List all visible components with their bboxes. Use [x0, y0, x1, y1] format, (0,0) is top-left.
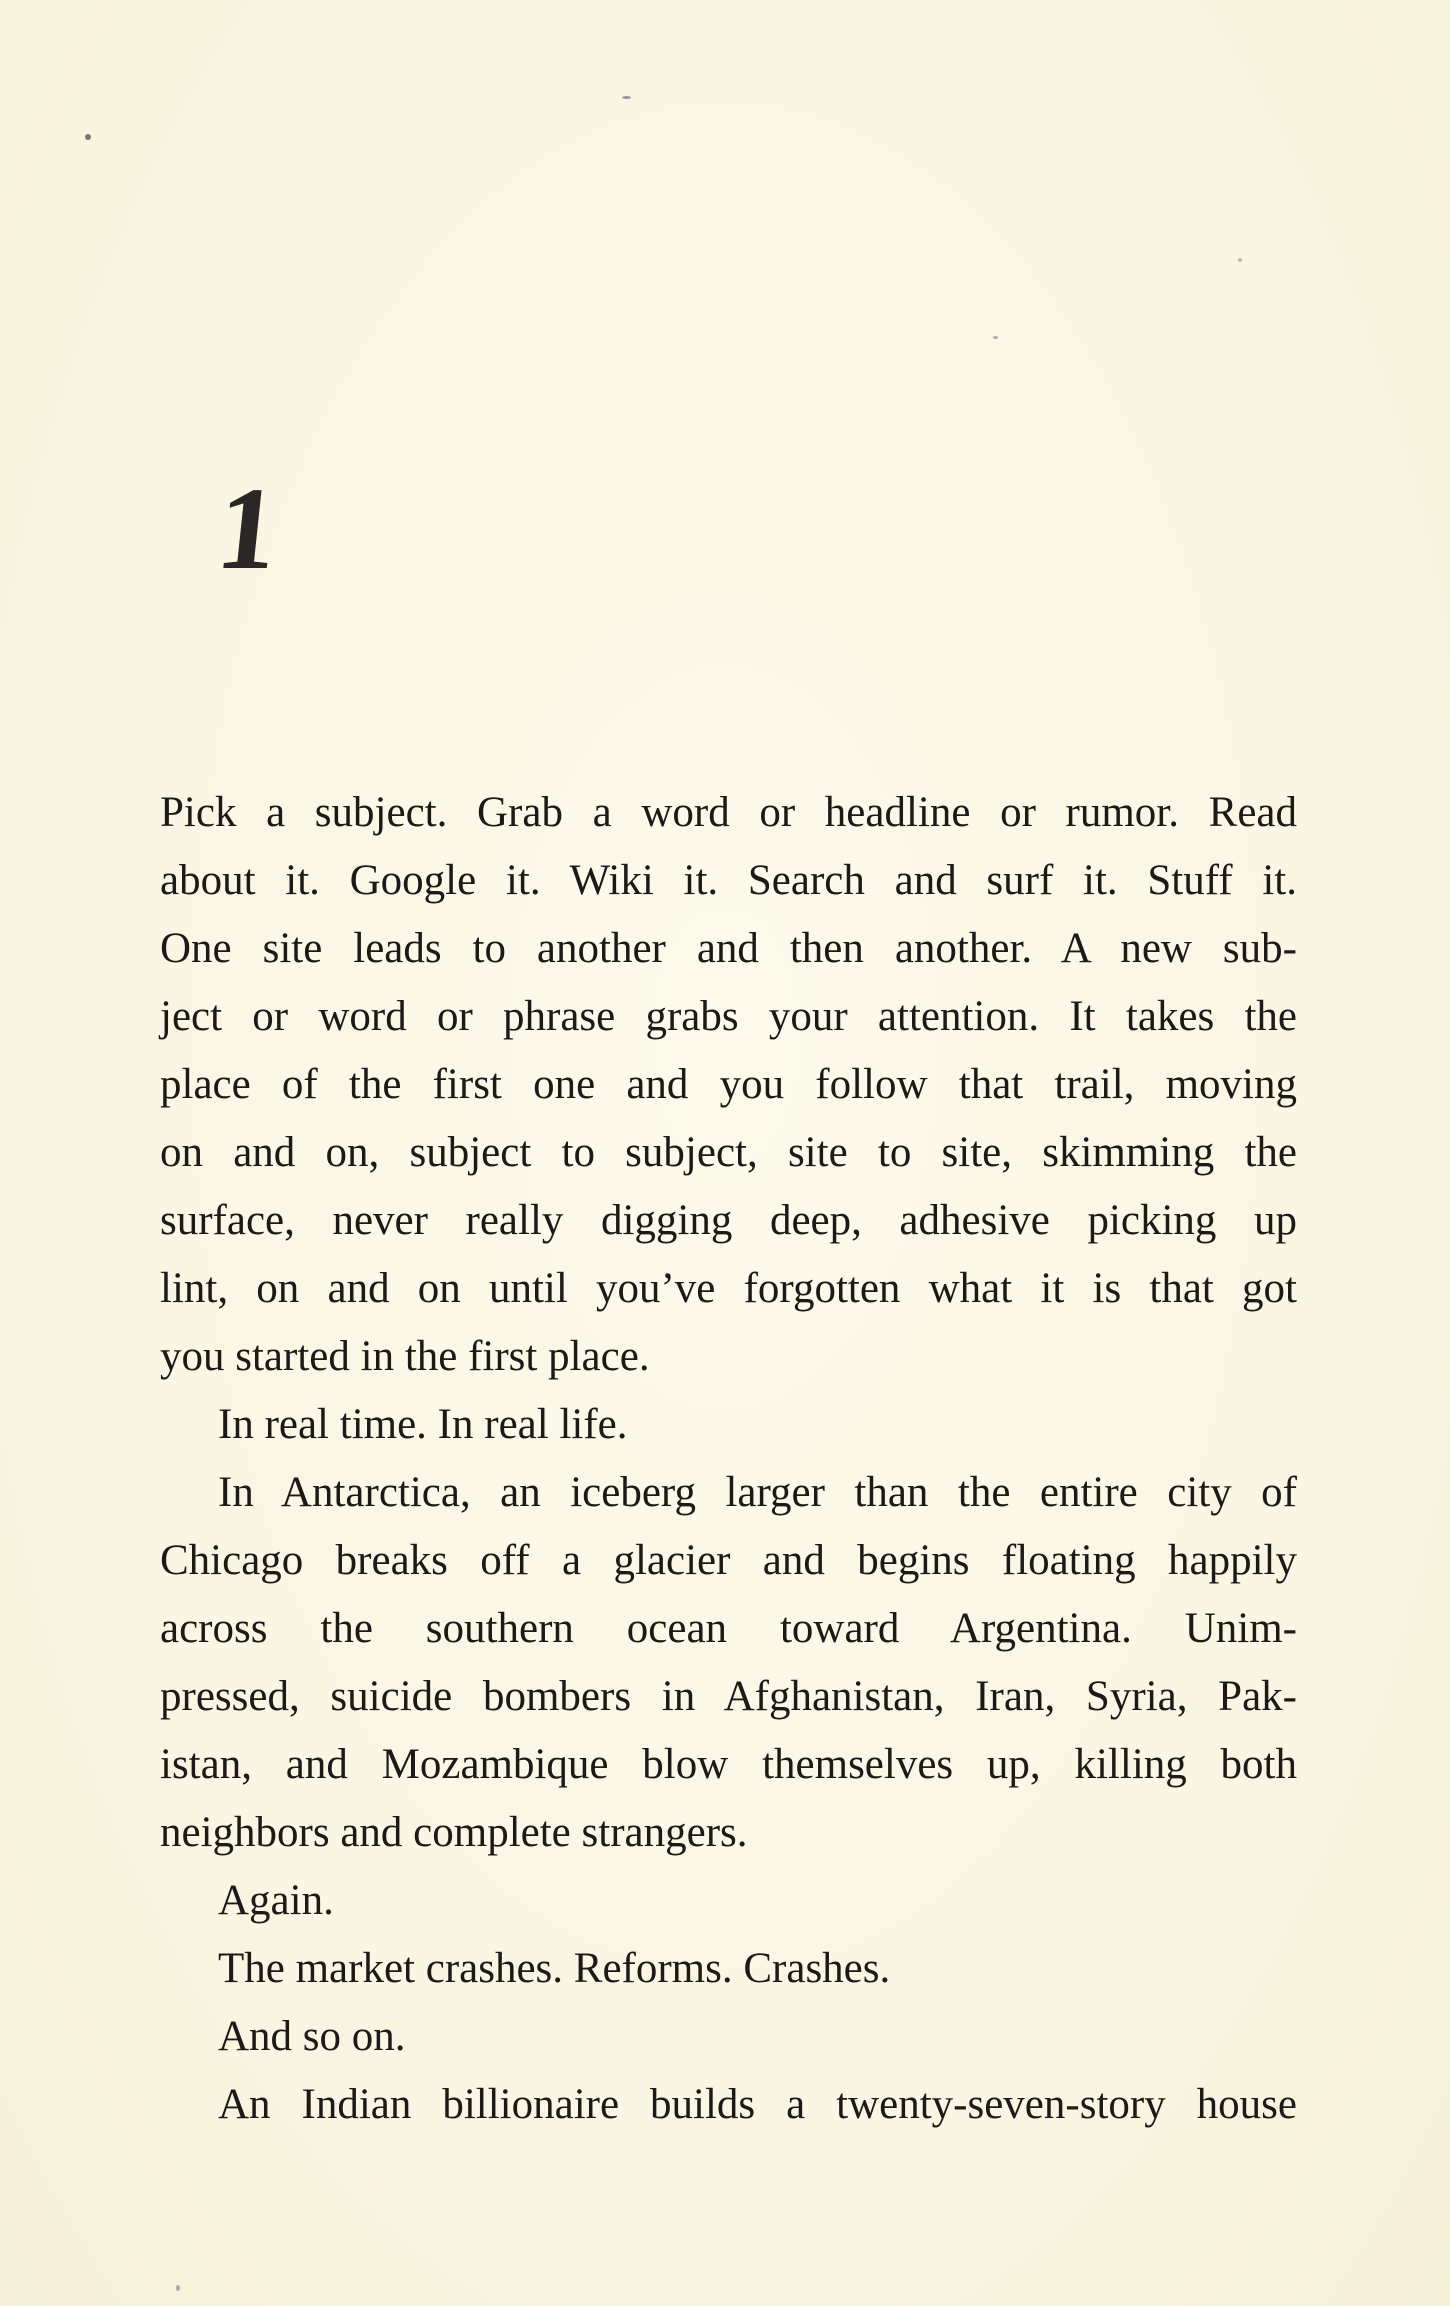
text-line: you started in the first place.: [160, 1333, 650, 1380]
text-line: In real time. In real life.: [218, 1401, 628, 1448]
text-line: ject or word or phrase grabs your attention. It takes the: [160, 993, 1297, 1040]
text-line: lint, on and on until you’ve forgotten what it is that got: [160, 1265, 1297, 1312]
chapter-number: 1: [211, 463, 284, 594]
text-line: istan, and Mozambique blow themselves up, killing both: [160, 1741, 1297, 1788]
text-line: And so on.: [218, 2013, 406, 2060]
text-line: across the southern ocean toward Argentina. Unim-: [160, 1605, 1297, 1652]
page-speck: [993, 336, 998, 339]
text-line: The market crashes. Reforms. Crashes.: [218, 1945, 891, 1992]
text-line: pressed, suicide bombers in Afghanistan, Iran, Syria, Pak-: [160, 1673, 1297, 1720]
page-speck: [176, 2285, 180, 2291]
page-speck: [1238, 258, 1242, 262]
text-line: One site leads to another and then another. A new sub-: [160, 925, 1297, 972]
page-speck: [85, 134, 91, 140]
text-line: Again.: [218, 1877, 334, 1924]
text-line: An Indian billionaire builds a twenty-seven-story house: [218, 2081, 1297, 2128]
body-text: [160, 779, 1297, 2139]
text-line: place of the first one and you follow that trail, moving: [160, 1061, 1297, 1108]
text-line: Pick a subject. Grab a word or headline or rumor. Read: [160, 789, 1297, 836]
text-line: about it. Google it. Wiki it. Search and surf it. Stuff it.: [160, 857, 1297, 904]
text-line: neighbors and complete strangers.: [160, 1809, 748, 1856]
page-speck: [622, 96, 631, 99]
text-line: surface, never really digging deep, adhesive picking up: [160, 1197, 1297, 1244]
text-line: Chicago breaks off a glacier and begins floating happily: [160, 1537, 1297, 1584]
text-line: In Antarctica, an iceberg larger than the entire city of: [218, 1469, 1297, 1516]
text-line: on and on, subject to subject, site to site, skimming the: [160, 1129, 1297, 1176]
